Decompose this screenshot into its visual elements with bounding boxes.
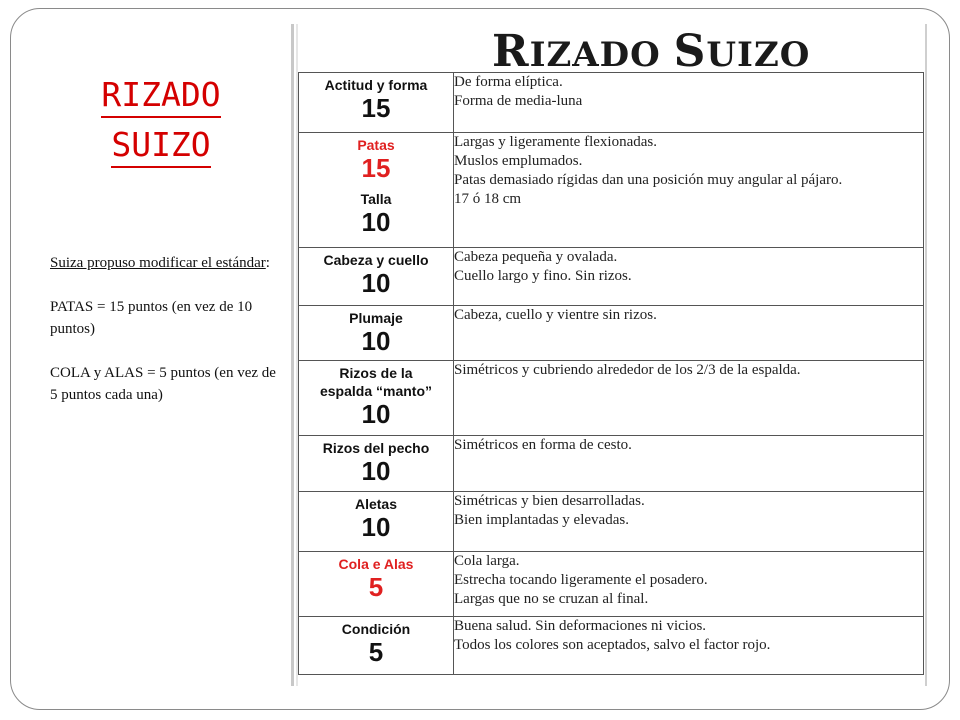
row-description: Largas y ligeramente flexionadas. Muslos emplumados. Patas demasiado rígidas dan una posición muy angular al pájaro. 17 ó 18 cm — [454, 133, 924, 248]
row-label-cell — [299, 133, 454, 248]
standard-sheet-image — [291, 24, 927, 686]
row-points: 15 — [361, 153, 391, 183]
row-description: Buena salud. Sin deformaciones ni vicios. Todos los colores son aceptados, salvo el factor rojo. — [454, 617, 924, 675]
row-description: Simétricos y cubriendo alrededor de los 2/3 de la espalda. — [454, 361, 924, 436]
table-row — [299, 436, 924, 492]
row-label: Rizos del pecho — [322, 440, 430, 456]
row-description: Cabeza pequeña y ovalada. Cuello largo y fino. Sin rizos. — [454, 248, 924, 306]
row-label: Plumaje — [349, 310, 403, 326]
row-label-cell — [299, 552, 454, 617]
row-label: Cabeza y cuello — [323, 252, 429, 268]
slide-title-line2: SUIZO — [111, 125, 210, 168]
table-row — [299, 617, 924, 675]
row-description: De forma elíptica. Forma de media-luna — [454, 73, 924, 133]
notes-patas: PATAS = 15 puntos (en vez de 10 puntos) — [50, 299, 253, 337]
table-row — [299, 133, 924, 248]
row-label-cell — [299, 248, 454, 306]
row-label-cell — [299, 617, 454, 675]
row-description: Simétricos en forma de cesto. — [454, 436, 924, 492]
row-points: 5 — [368, 637, 384, 667]
row-description: Cabeza, cuello y vientre sin rizos. — [454, 306, 924, 361]
notes-heading: Suiza propuso modificar el estándar — [50, 255, 266, 271]
table-row — [299, 552, 924, 617]
row-label: espalda “manto” — [319, 383, 433, 399]
notes-heading-colon: : — [265, 255, 270, 271]
row-label-cell — [299, 361, 454, 436]
row-points: 10 — [361, 207, 391, 237]
table-row — [299, 306, 924, 361]
row-label: Condición — [341, 621, 411, 637]
standard-table — [298, 72, 924, 675]
row-points: 10 — [361, 268, 391, 298]
row-label: Cola e Alas — [338, 556, 414, 572]
row-points: 15 — [361, 93, 391, 123]
row-label: Patas — [357, 137, 395, 153]
slide-title-line1: RIZADO — [101, 75, 220, 118]
notes-cola-alas: COLA y ALAS = 5 puntos (en vez de 5 puntos cada una) — [50, 365, 276, 403]
row-label: Rizos de la — [339, 365, 413, 381]
notes-text — [50, 252, 285, 428]
table-row — [299, 361, 924, 436]
row-points: 10 — [361, 512, 391, 542]
row-label: Actitud y forma — [324, 77, 428, 93]
row-description: Simétricas y bien desarrolladas. Bien implantadas y elevadas. — [454, 492, 924, 552]
table-row — [299, 248, 924, 306]
row-points: 10 — [361, 456, 391, 486]
table-row — [299, 492, 924, 552]
row-label: Talla — [360, 191, 392, 207]
row-label-cell — [299, 306, 454, 361]
sheet-title: RIZADO SUIZO — [492, 26, 811, 77]
row-points: 10 — [361, 326, 391, 356]
row-points: 5 — [368, 572, 384, 602]
row-label-cell — [299, 73, 454, 133]
table-row — [299, 73, 924, 133]
row-label-cell — [299, 436, 454, 492]
row-description: Cola larga. Estrecha tocando ligeramente el posadero. Largas que no se cruzan al final. — [454, 552, 924, 617]
row-label: Aletas — [354, 496, 398, 512]
row-points: 10 — [361, 399, 391, 429]
row-label-cell — [299, 492, 454, 552]
slide-title — [96, 70, 226, 170]
